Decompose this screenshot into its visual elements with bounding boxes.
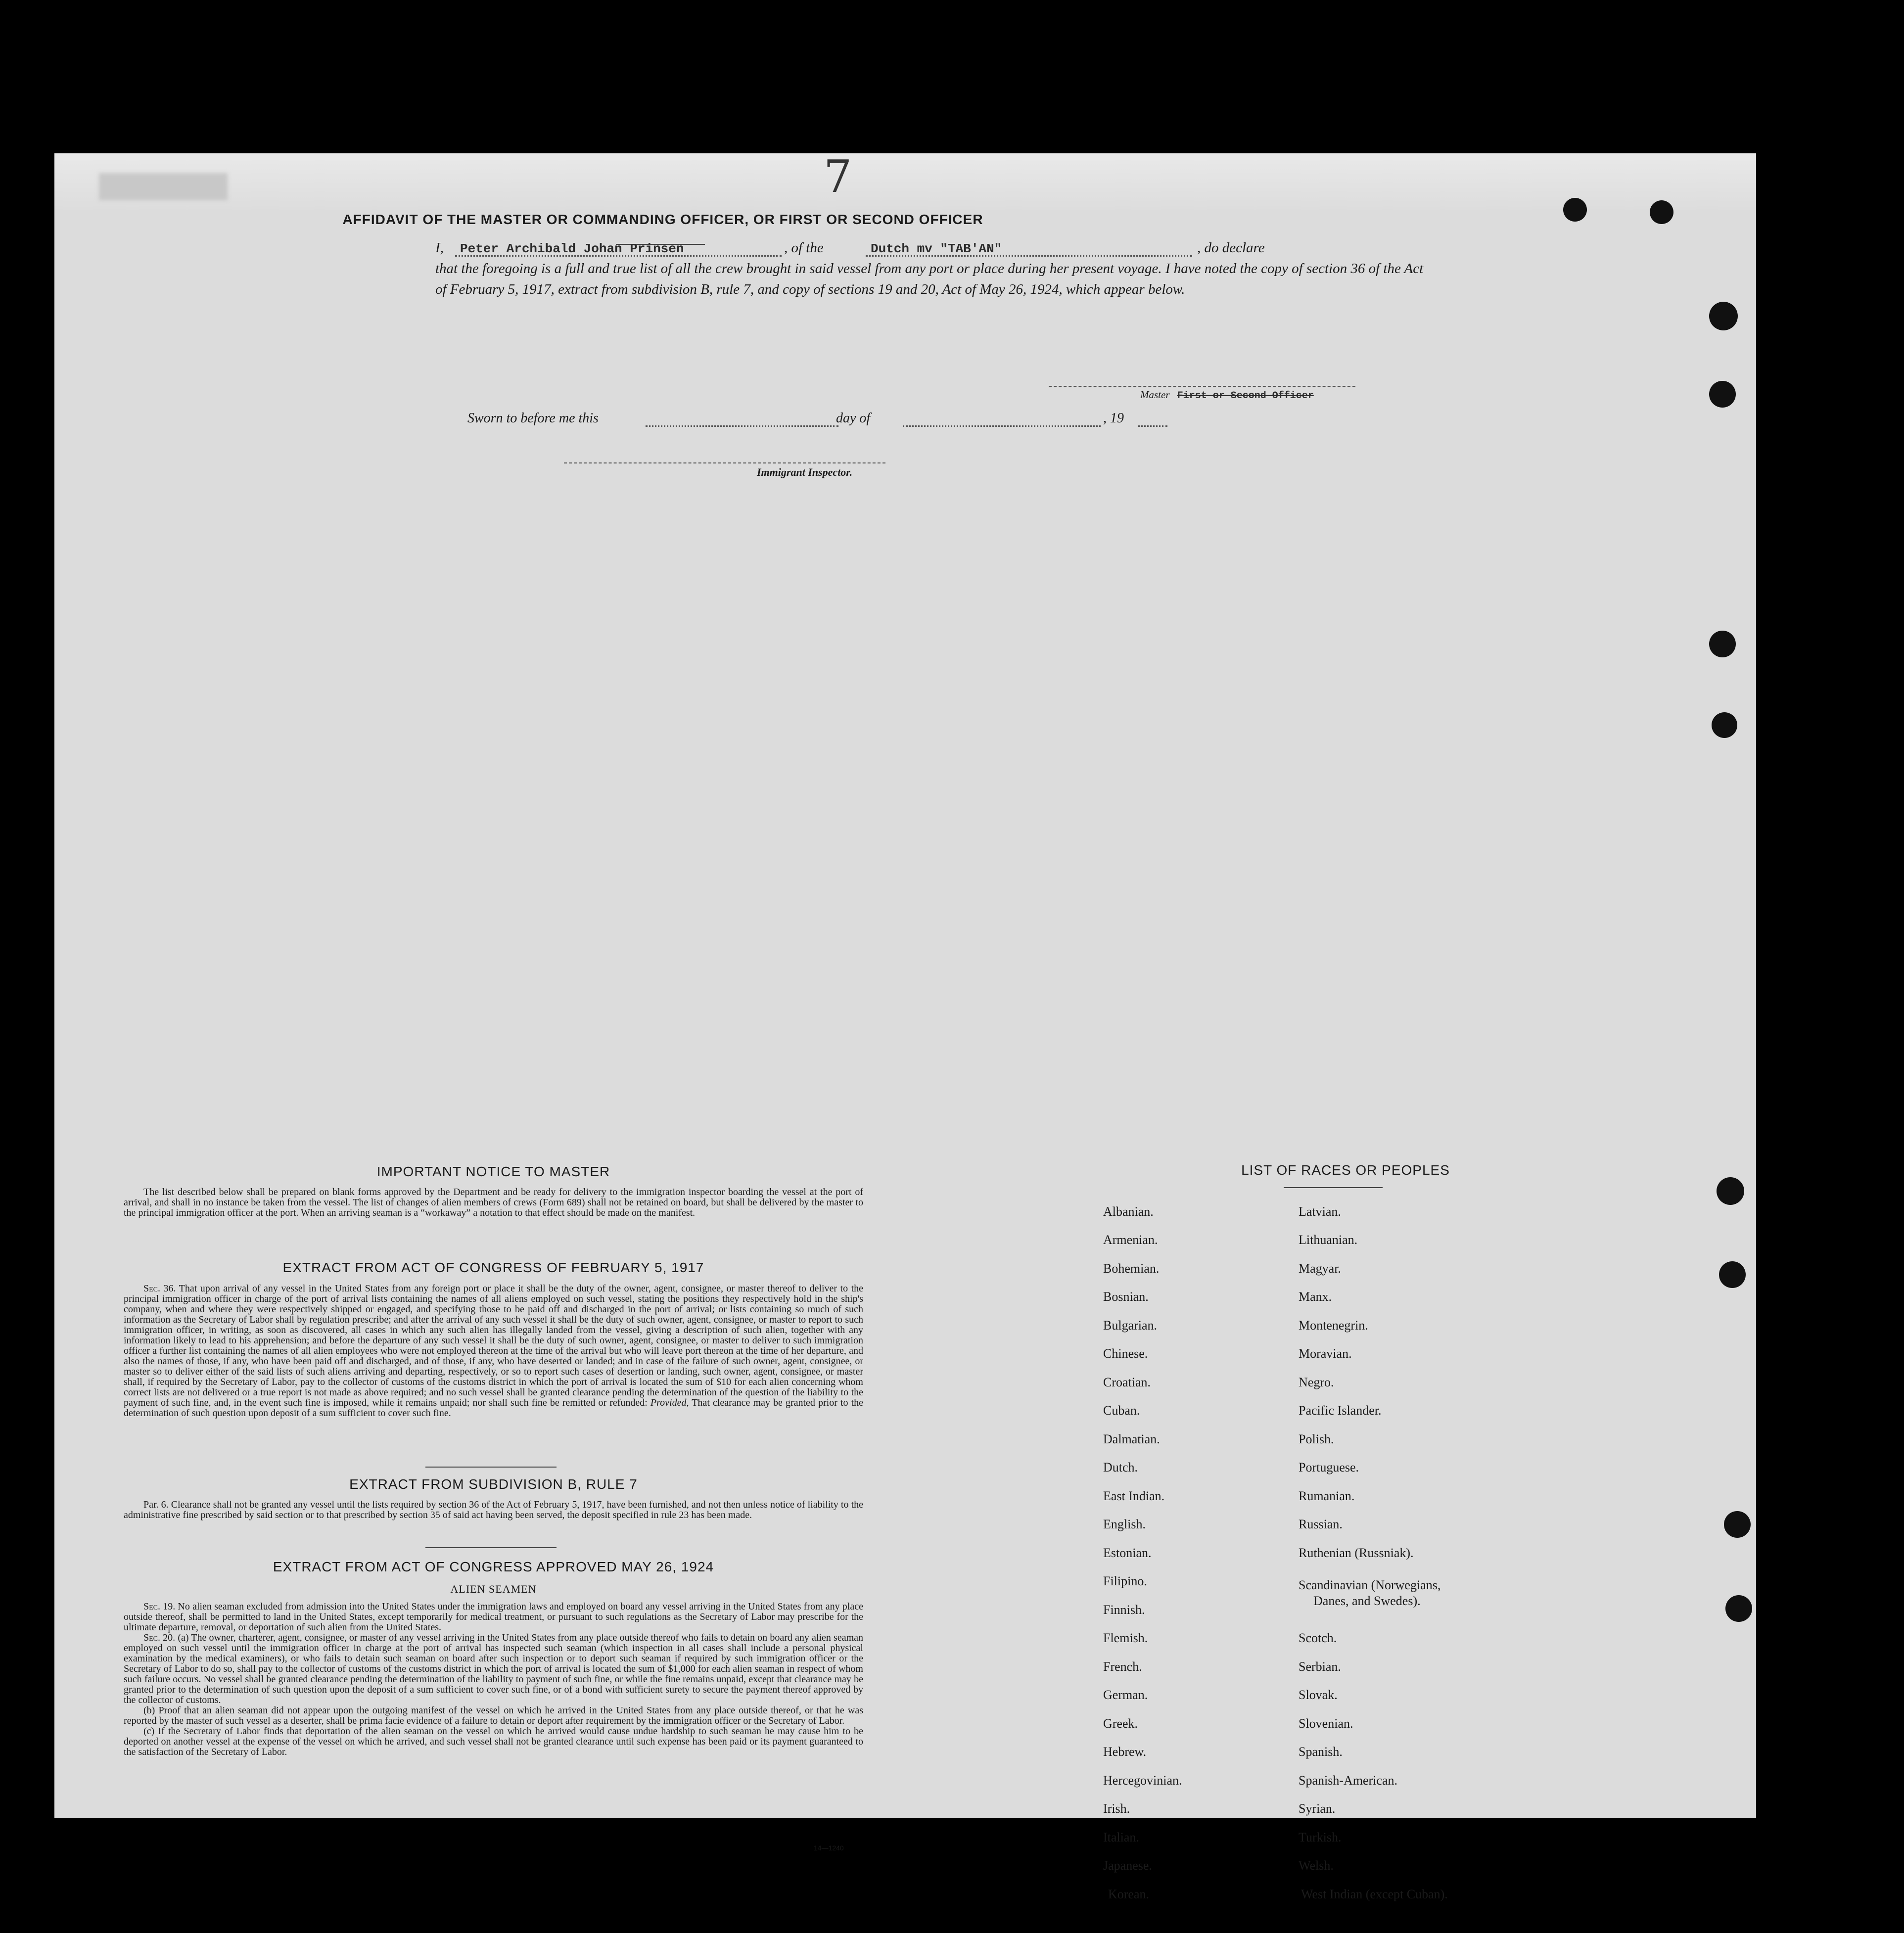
race-item: Irish. bbox=[1103, 1801, 1130, 1816]
punch-hole bbox=[1717, 1177, 1744, 1205]
race-item: Polish. bbox=[1299, 1432, 1334, 1446]
race-item: Korean. bbox=[1108, 1887, 1150, 1901]
race-item: English. bbox=[1103, 1517, 1146, 1531]
declaration-body: that the foregoing is a full and true list of all the crew brought in said vessel from any port or place during her present voyage. I have noted the copy of section 36 of the Act of February 5, 1917, extract from subdivision B, rule 7, and copy of sections 19 and 20, Act of May 26, 1924, which appear below. bbox=[435, 261, 1424, 297]
punch-hole bbox=[1719, 1261, 1746, 1288]
race-item: Croatian. bbox=[1103, 1375, 1151, 1389]
punch-hole bbox=[1563, 198, 1587, 222]
extract-1917-title: EXTRACT FROM ACT OF CONGRESS OF FEBRUARY 5, 1917 bbox=[282, 1260, 704, 1275]
race-item: Hebrew. bbox=[1103, 1745, 1147, 1759]
race-item: West Indian (except Cuban). bbox=[1301, 1887, 1448, 1901]
race-item: Russian. bbox=[1299, 1517, 1343, 1531]
race-item: Scotch. bbox=[1299, 1631, 1337, 1645]
race-item: Slovenian. bbox=[1299, 1716, 1353, 1731]
punch-hole bbox=[1650, 200, 1673, 224]
document-sheet bbox=[54, 151, 1756, 1901]
notice-title: IMPORTANT NOTICE TO MASTER bbox=[376, 1164, 610, 1179]
race-item: Ruthenian (Russniak). bbox=[1299, 1546, 1414, 1560]
race-item: Lithuanian. bbox=[1299, 1233, 1358, 1247]
punch-hole bbox=[1709, 631, 1736, 657]
race-item: Spanish-American. bbox=[1299, 1773, 1398, 1788]
race-item: Greek. bbox=[1103, 1716, 1138, 1731]
race-item: Cuban. bbox=[1103, 1403, 1140, 1418]
race-item: Chinese. bbox=[1103, 1346, 1148, 1361]
race-item: Danes, and Swedes). bbox=[1313, 1594, 1421, 1608]
race-item: Magyar. bbox=[1299, 1261, 1341, 1276]
race-item: Latvian. bbox=[1299, 1204, 1341, 1219]
race-item: Manx. bbox=[1299, 1289, 1332, 1304]
act-1924-subtitle: ALIEN SEAMEN bbox=[450, 1583, 537, 1595]
race-item: Montenegrin. bbox=[1299, 1318, 1368, 1333]
race-item: Japanese. bbox=[1103, 1858, 1152, 1873]
rule7-text: Par. 6. Clearance shall not be granted any vessel until the lists required by section 36 of the Act of February 5, 1917, have been furnished, and not then unless notice of liability to the administrative fine prescribed by said section or to that prescribed by section 35 of said act having been served, the deposit specified in rule 23 has been made. bbox=[124, 1499, 863, 1520]
race-item: German. bbox=[1103, 1688, 1148, 1702]
punch-hole bbox=[1712, 712, 1737, 738]
affidavit-declaration bbox=[435, 240, 1430, 300]
race-item: Turkish. bbox=[1299, 1830, 1342, 1844]
sworn-line: Sworn to before me this day of , 19 bbox=[467, 411, 1209, 426]
race-item: Syrian. bbox=[1299, 1801, 1336, 1816]
race-item: Italian. bbox=[1103, 1830, 1139, 1844]
affidavit-title: AFFIDAVIT OF THE MASTER OR COMMANDING OFFICER, OR FIRST OR SECOND OFFICER bbox=[342, 212, 983, 227]
race-item: Bulgarian. bbox=[1103, 1318, 1158, 1333]
notice-text: The list described below shall be prepared on blank forms approved by the Department and be ready for delivery to the immigration inspector boarding the vessel at the port of arrival, and shall in no instance be taken from the vessel. The list of changes of alien members of crews (Form 689) shall not be retained on board, but shall be delivered by the master to the principal immigration officer at the port. When an arriving seaman is a “workaway” a notation to that effect should be made on the manifest. bbox=[124, 1187, 863, 1218]
race-item: Filipino. bbox=[1103, 1574, 1147, 1588]
race-item: Negro. bbox=[1299, 1375, 1334, 1389]
race-item: French. bbox=[1103, 1659, 1142, 1674]
race-item: Estonian. bbox=[1103, 1546, 1152, 1560]
race-item: Slovak. bbox=[1299, 1688, 1338, 1702]
race-item: Bosnian. bbox=[1103, 1289, 1149, 1304]
punch-hole bbox=[1709, 302, 1738, 330]
race-item: Armenian. bbox=[1103, 1233, 1158, 1247]
punch-hole bbox=[1724, 1511, 1751, 1538]
race-item: Scandinavian (Norwegians, bbox=[1299, 1578, 1441, 1592]
of-the-label: , of the bbox=[784, 240, 824, 256]
race-item: Pacific Islander. bbox=[1299, 1403, 1382, 1418]
race-item: Dalmatian. bbox=[1103, 1432, 1160, 1446]
race-item: Serbian. bbox=[1299, 1659, 1341, 1674]
do-declare-label: , do declare bbox=[1197, 240, 1265, 256]
race-item: Flemish. bbox=[1103, 1631, 1148, 1645]
act-1924-title: EXTRACT FROM ACT OF CONGRESS APPROVED MAY 26, 1924 bbox=[273, 1559, 714, 1574]
punch-hole bbox=[1725, 1595, 1752, 1622]
race-item: Spanish. bbox=[1299, 1745, 1343, 1759]
declaration-prefix: I, bbox=[435, 240, 444, 256]
race-item: Moravian. bbox=[1299, 1346, 1352, 1361]
handwritten-number: 7 bbox=[824, 151, 852, 203]
form-code: 14—1240 bbox=[814, 1844, 844, 1852]
master-label: Master First or Second Officer bbox=[1140, 389, 1314, 402]
race-item: Finnish. bbox=[1103, 1603, 1145, 1617]
officer-name: Peter Archibald Johan Prinsen bbox=[460, 241, 684, 256]
race-item: Dutch. bbox=[1103, 1460, 1138, 1474]
race-item: Welsh. bbox=[1299, 1858, 1334, 1873]
rule7-title: EXTRACT FROM SUBDIVISION B, RULE 7 bbox=[349, 1476, 638, 1492]
struck-officer-title: First or Second Officer bbox=[1177, 390, 1314, 402]
vessel-name: Dutch mv "TAB'AN" bbox=[871, 241, 1002, 256]
race-item: East Indian. bbox=[1103, 1489, 1165, 1503]
race-item: Hercegovinian. bbox=[1103, 1773, 1182, 1788]
race-item: Bohemian. bbox=[1103, 1261, 1160, 1276]
extract-1917-text: Sec. 36. That upon arrival of any vessel in the United States from any foreign port or place it shall be the duty of the owner, agent, consignee, or master thereof to deliver to the principal immigration officer in charge of the port of arrival lists containing the names of all aliens employed on such vessel, stating the positions they respectively hold in the ship's company, when and where they were respectively shipped or engaged, and specifying those to be paid off and discharged in the port of arrival; or lists containing so much of such information as the Secretary of Labor shall by regulation prescribe; and after the arrival of any such vessel it shall be the duty of such owner, agent, consignee, or master to report to such immigration officer, in writing, as soon as discovered, all cases in which any such alien has illegally landed from the vessel, giving a description of such alien, together with any information likely to lead to his apprehension; and before the departure of any such vessel it shall be the duty of such owner, agent, consignee, or master to deliver to such immigration officer a further list containing the names of all alien employees who were not employed thereon at the time of the arrival but who will leave port thereon at the time of her departure, and also the names of those, if any, who have been paid off and discharged, and of those, if any, who have deserted or landed; and in case of the failure of such owner, agent, consignee, or master so to deliver either of the said lists of such aliens arriving and departing, respectively, or so to report such cases of desertion or landing, such owner, agent, consignee, or master shall, if required by the Secretary of Labor, pay to the collector of customs of the customs district in which the port of arrival is located the sum of $10 for each alien concerning whom correct lists are not delivered or a true report is not made as above required; and no such vessel shall be granted clearance pending the determination of the question of the liability to the payment of such fine, and, in the event such fine is imposed, while it remains unpaid; nor shall such fine be remitted or refunded: Provided, That clearance may be granted prior to the determination of such question upon deposit of a sum sufficient to cover such fine. bbox=[124, 1283, 864, 1419]
punch-hole bbox=[1709, 381, 1736, 408]
race-item: Albanian. bbox=[1103, 1204, 1154, 1219]
inspector-label: Immigrant Inspector. bbox=[757, 466, 853, 478]
races-title: LIST OF RACES OR PEOPLES bbox=[1241, 1162, 1450, 1178]
act-1924-text: Sec. 19. No alien seaman excluded from admission into the United States under the immigration laws and employed on board any vessel arriving in the United States from any place outside thereof, shall be permitted to land in the United States, except temporarily for medical treatment, or pursuant to such regulations as the Secretary of Labor may prescribe for the ultimate departure, removal, or deportation of such alien from the United States. Sec. 20. (a) The owner, charterer, agent, consignee, or master of any vessel arriving in the United States from any place outside thereof who fails to detain on board any alien seaman employed on such vessel until the immigration officer in charge at the port of arrival has inspected such seaman (which inspection in all cases shall include a personal physical examination by the medical examiners), or who fails to detain such seaman on board after such inspection or to deport such seaman if required by such immigration officer or the Secretary of Labor to do so, shall pay to the collector of customs of the customs district in which the port of arrival is located the sum of $1,000 for each alien seaman in respect of whom such failure occurs. No vessel shall be granted clearance pending the determination of the liability to payment of such fine, or while the fine remains unpaid, except that clearance may be granted prior to the determination of such question upon the deposit of a sum sufficient to cover such fine, or of a bond with sufficient surety to secure the payment thereof approved by the collector of customs. (b) Proof that an alien seaman did not appear upon the outgoing manifest of the vessel on which he arrived in the United States from any place outside thereof, or that he was reported by the master of such vessel as a deserter, shall be prima facie evidence of a failure to detain or deport after requirement by the immigration officer or the Secretary of Labor. (c) If the Secretary of Labor finds that deportation of the alien seaman on the vessel on which he arrived would cause undue hardship to such seaman he may cause him to be deported on another vessel at the expense of the vessel on which he arrived, and such vessel shall not be granted clearance until such expense has been paid or its payment guaranteed to the satisfaction of the Secretary of Labor. bbox=[124, 1601, 864, 1757]
race-item: Portuguese. bbox=[1299, 1460, 1359, 1474]
race-item: Rumanian. bbox=[1299, 1489, 1355, 1503]
